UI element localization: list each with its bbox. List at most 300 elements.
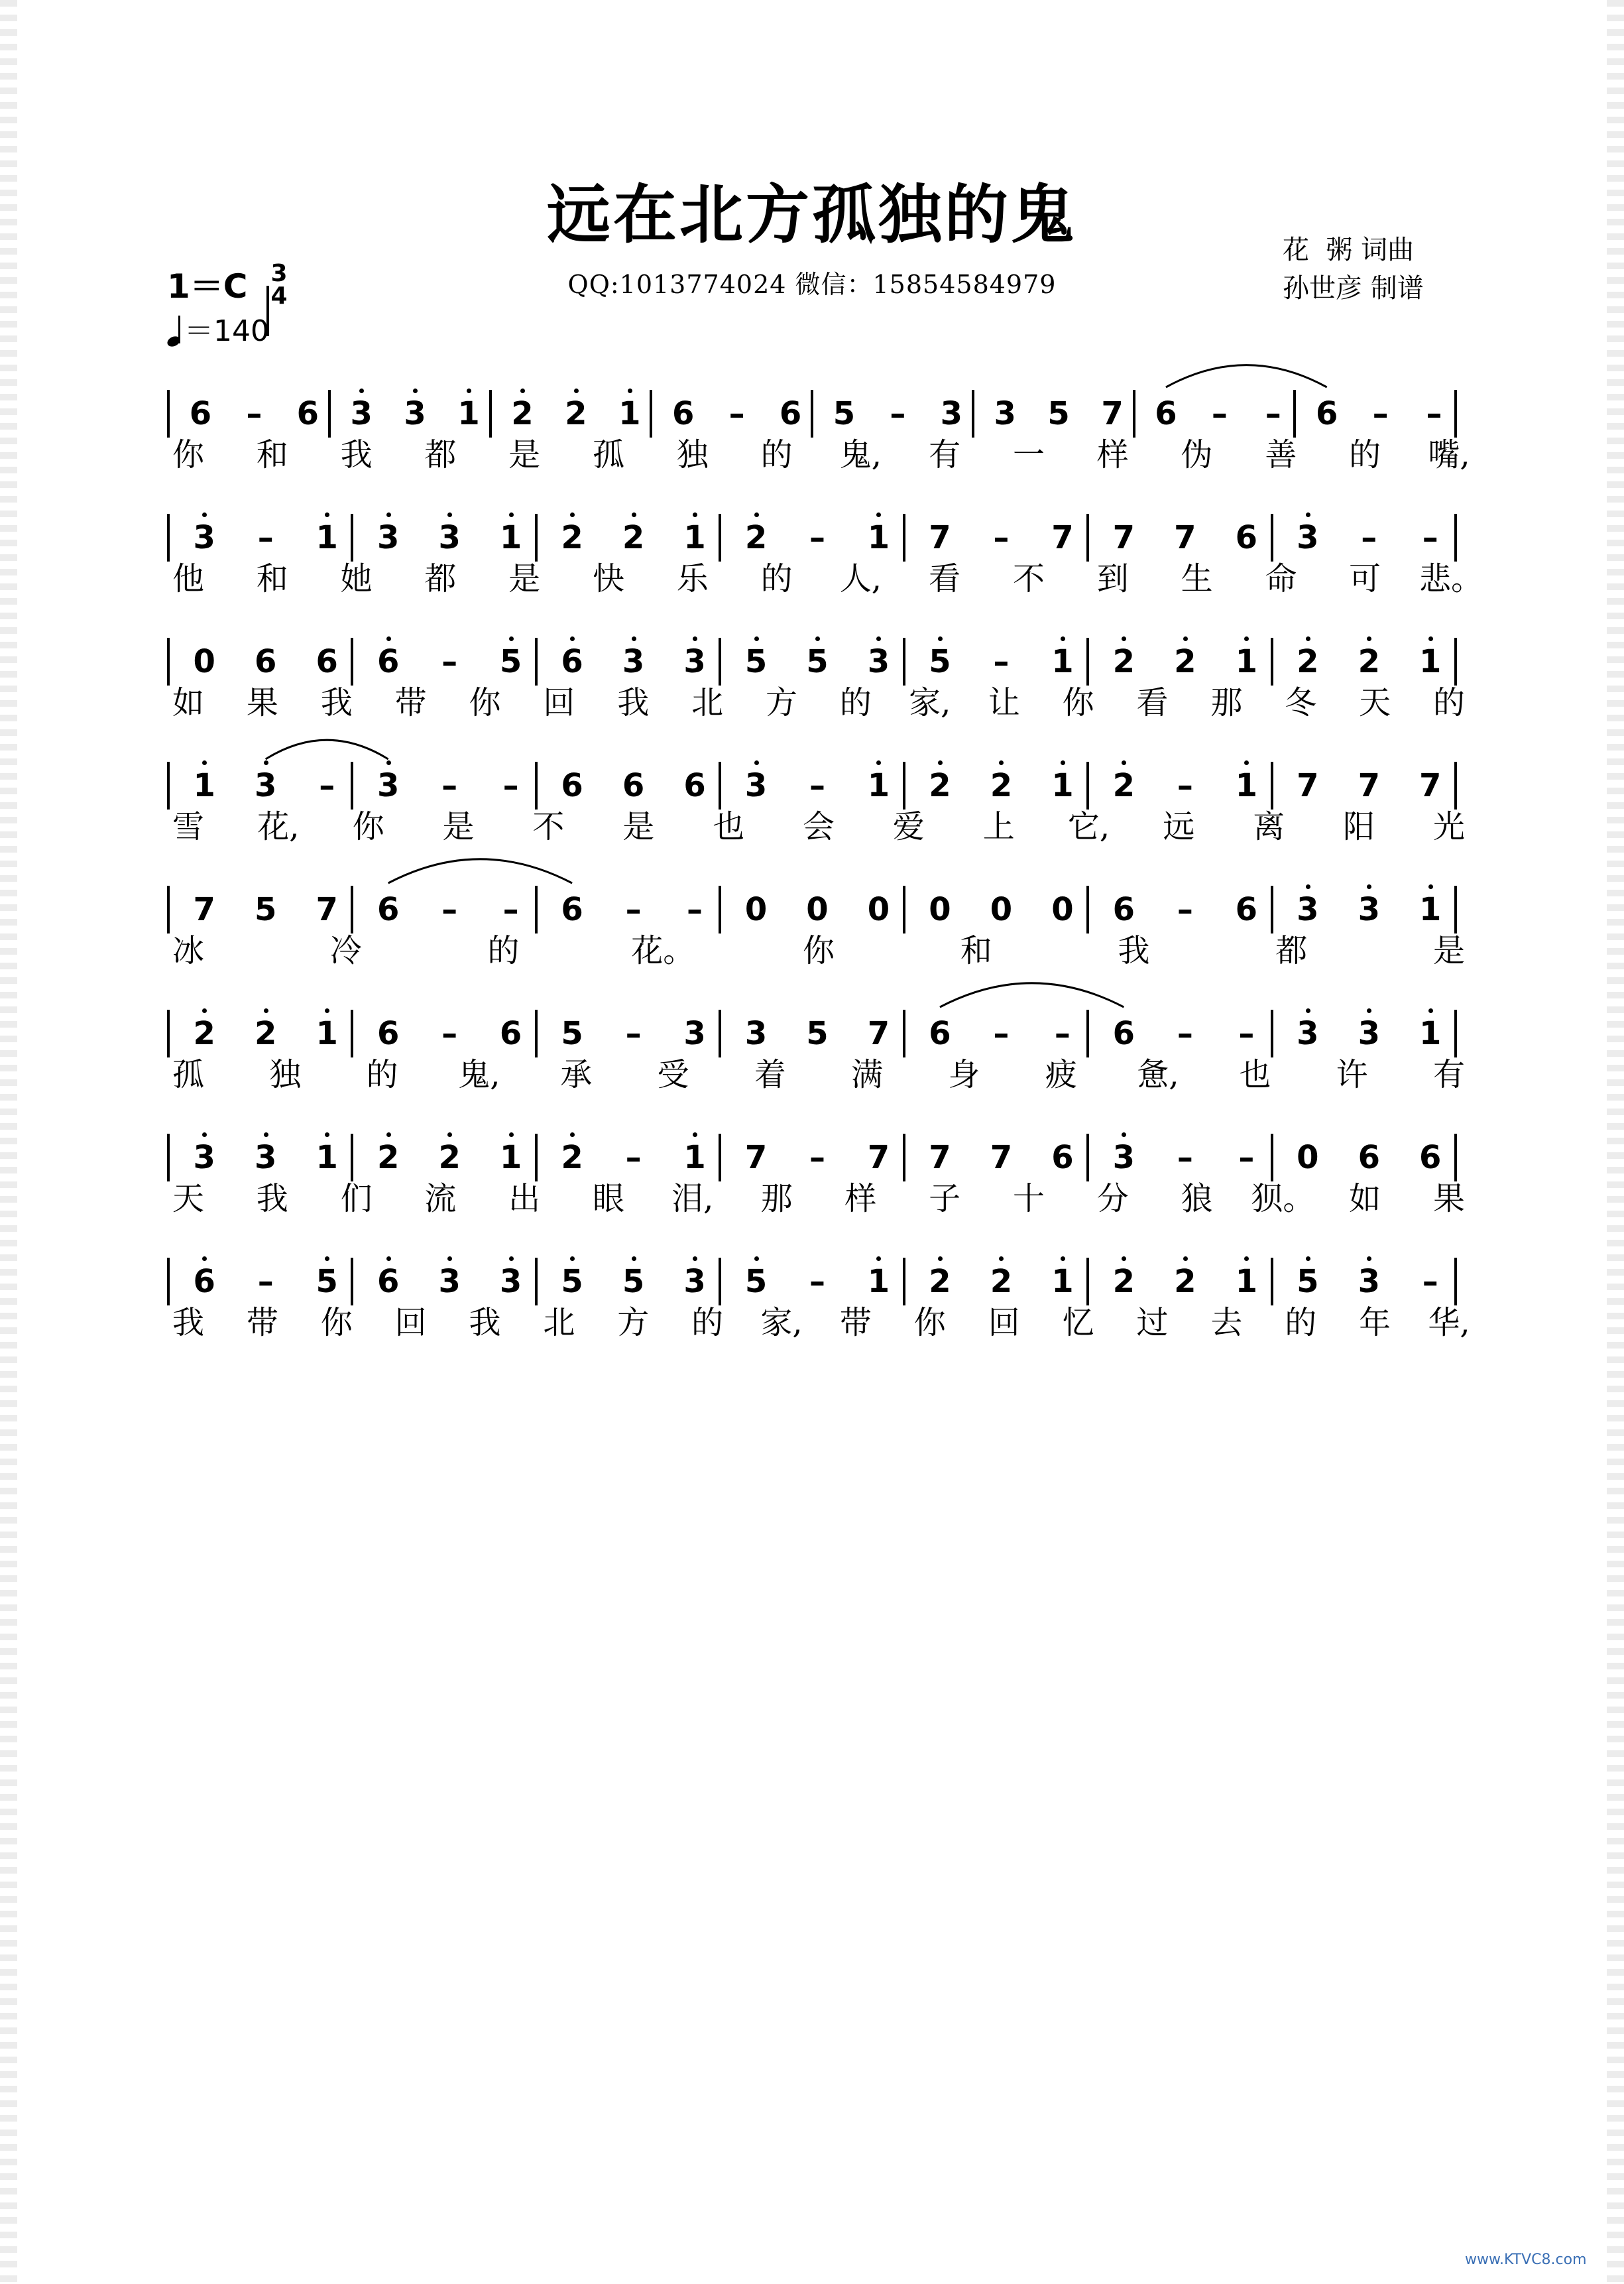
octave-dot: [693, 1256, 697, 1261]
note-label: 6: [377, 1015, 400, 1052]
lyric-syllable: 带: [246, 1304, 278, 1341]
note-label: 5: [499, 643, 522, 680]
lyric-syllable: 鬼,: [458, 1056, 500, 1093]
note: [430, 1139, 469, 1176]
note: [858, 1139, 898, 1176]
extension-dash: [430, 891, 469, 928]
note: [288, 395, 327, 432]
note-label: 5: [1297, 1263, 1319, 1300]
tie-arc: [940, 983, 1124, 1007]
note: [1411, 643, 1450, 680]
note: [797, 1015, 837, 1052]
barline: [903, 762, 905, 810]
lyric-syllable: 让: [988, 684, 1020, 721]
note: [1288, 891, 1328, 928]
note-label: 6: [561, 643, 583, 680]
lyric-syllable: 是: [1432, 932, 1465, 969]
barline: [650, 390, 652, 438]
note: [985, 395, 1025, 432]
note: [981, 1139, 1021, 1176]
lyric-syllable: 可: [1349, 560, 1381, 597]
note-label: –: [687, 891, 703, 928]
note: [610, 395, 650, 432]
note: [1288, 519, 1328, 556]
note-label: 2: [1174, 1263, 1196, 1300]
note: [552, 1015, 592, 1052]
octave-dot: [754, 636, 759, 641]
lyric-syllable: 带: [394, 684, 427, 721]
note-label: –: [257, 519, 274, 556]
note: [184, 1139, 224, 1176]
note: [552, 1263, 592, 1300]
note: [430, 519, 469, 556]
lyric-syllable: 子: [929, 1180, 961, 1217]
note-label: 7: [193, 891, 215, 928]
note-label: 6: [1235, 891, 1258, 928]
note-label: 6: [1316, 395, 1338, 432]
lyric-syllable: 华,: [1428, 1304, 1470, 1341]
barline: [903, 886, 905, 933]
lyric-syllable: 狈。: [1251, 1180, 1315, 1217]
lyric-syllable: 也: [1239, 1056, 1271, 1093]
extension-dash: [430, 643, 469, 680]
note: [552, 519, 592, 556]
note: [736, 1015, 776, 1052]
note-label: 7: [1112, 519, 1135, 556]
note: [1226, 767, 1266, 804]
barline: [1271, 1010, 1273, 1057]
lyric-syllable: 会: [802, 808, 835, 845]
note: [502, 395, 542, 432]
note: [771, 395, 811, 432]
octave-dot: [693, 512, 697, 517]
note: [369, 1263, 408, 1300]
barline: [167, 1010, 170, 1057]
extension-dash: [430, 1015, 469, 1052]
note-label: –: [1238, 1139, 1255, 1176]
lyric-syllable: 十: [1012, 1180, 1045, 1217]
note-label: 3: [438, 1263, 461, 1300]
note-label: 3: [1297, 891, 1319, 928]
lyric-syllable: 惫,: [1137, 1056, 1179, 1093]
note: [307, 1263, 347, 1300]
lyric-syllable: 满: [851, 1056, 884, 1093]
extension-dash: [878, 395, 917, 432]
lyric-syllable: 你: [352, 808, 384, 845]
note-label: 1: [1419, 891, 1442, 928]
extension-dash: [1415, 395, 1454, 432]
octave-dot: [693, 636, 697, 641]
note: [369, 891, 408, 928]
note-label: 6: [193, 1263, 215, 1300]
note-label: 7: [929, 519, 951, 556]
octave-dot: [628, 389, 632, 393]
extension-dash: [614, 891, 654, 928]
lyric-syllable: 回: [394, 1304, 427, 1341]
lyric-syllable: 是: [508, 560, 541, 597]
note-label: 3: [994, 395, 1016, 432]
note-label: –: [1372, 395, 1389, 432]
note-label: 7: [316, 891, 338, 928]
note-label: –: [319, 767, 335, 804]
octave-dot: [938, 1256, 943, 1261]
note-label: 3: [404, 395, 426, 432]
lyric-syllable: 如: [1349, 1180, 1381, 1217]
note-label: 5: [929, 643, 951, 680]
note-label: 7: [744, 1139, 768, 1176]
barline: [535, 1258, 538, 1305]
note-label: –: [1238, 1015, 1255, 1052]
barline: [1086, 1010, 1089, 1057]
extension-dash: [1411, 1263, 1450, 1300]
note-label: 1: [193, 767, 215, 804]
note-label: 6: [779, 395, 802, 432]
octave-dot: [386, 512, 391, 517]
note-label: 3: [867, 643, 890, 680]
lyric-syllable: 天: [172, 1180, 204, 1217]
barline: [1271, 1134, 1273, 1181]
lyric-syllable: 天: [1359, 684, 1391, 721]
note-label: 3: [744, 767, 768, 804]
extension-dash: [1165, 1015, 1205, 1052]
lyric-syllable: 北: [691, 684, 724, 721]
note-label: –: [1177, 1139, 1193, 1176]
lyric-syllable: 一: [1012, 436, 1045, 473]
lyric-syllable: 我: [1118, 932, 1150, 969]
note: [369, 519, 408, 556]
lyric-syllable: 如: [172, 684, 204, 721]
barline: [535, 762, 538, 810]
note: [920, 1015, 960, 1052]
note-label: –: [890, 395, 906, 432]
note-label: 7: [867, 1139, 890, 1176]
lyric-syllable: 疲: [1045, 1056, 1077, 1093]
note-label: –: [441, 643, 458, 680]
lyric-syllable: 的: [760, 436, 793, 473]
note-label: 0: [1051, 891, 1074, 928]
extension-dash: [246, 1263, 286, 1300]
lyric-syllable: 家,: [909, 684, 951, 721]
octave-dot: [1306, 512, 1310, 517]
barline: [1086, 638, 1089, 686]
octave-dot: [1061, 636, 1065, 641]
lyric-syllable: 命: [1265, 560, 1297, 597]
note: [491, 519, 531, 556]
note-label: 6: [296, 395, 319, 432]
note-label: 6: [1358, 1139, 1380, 1176]
note-label: 6: [377, 643, 400, 680]
barline: [1271, 638, 1273, 686]
lyric-syllable: 眼: [592, 1180, 624, 1217]
barline: [972, 390, 974, 438]
extension-dash: [614, 1015, 654, 1052]
note-label: 3: [1112, 1139, 1135, 1176]
note-label: 6: [255, 643, 277, 680]
octave-dot: [754, 512, 759, 517]
extension-dash: [981, 1015, 1021, 1052]
note: [184, 643, 224, 680]
note: [1349, 1263, 1389, 1300]
note-label: 3: [377, 767, 400, 804]
lyric-syllable: 那: [760, 1180, 793, 1217]
note: [449, 395, 489, 432]
note: [736, 643, 776, 680]
lyric-syllable: 冰: [172, 932, 204, 969]
extension-dash: [1253, 395, 1293, 432]
note-label: 3: [193, 519, 215, 556]
note-label: –: [1211, 395, 1228, 432]
barline: [1454, 1258, 1457, 1305]
note-label: –: [1422, 519, 1438, 556]
barline: [535, 514, 538, 562]
note: [736, 1263, 776, 1300]
note-label: 1: [1051, 1263, 1074, 1300]
note-label: 1: [1235, 767, 1258, 804]
lyric-syllable: 的: [760, 560, 793, 597]
note: [614, 519, 654, 556]
note-label: 7: [1419, 767, 1442, 804]
lyric-syllable: 花,: [257, 808, 300, 845]
lyric-syllable: 是: [508, 436, 541, 473]
note-label: –: [502, 767, 519, 804]
tempo-value: ＝140: [184, 314, 269, 348]
note-label: 3: [744, 1015, 768, 1052]
note-label: –: [1177, 1015, 1193, 1052]
note-label: 6: [1112, 1015, 1135, 1052]
note: [931, 395, 971, 432]
barline: [1271, 514, 1273, 562]
lyric-syllable: 方: [617, 1304, 650, 1341]
lyric-syllable: 不: [532, 808, 565, 845]
lyric-syllable: 和: [256, 436, 288, 473]
lyric-syllable: 和: [960, 932, 992, 969]
extension-dash: [491, 891, 531, 928]
note: [180, 395, 220, 432]
note-label: 0: [1297, 1139, 1319, 1176]
note-label: 7: [1358, 767, 1380, 804]
barline: [535, 638, 538, 686]
barline: [1086, 762, 1089, 810]
note: [491, 1139, 531, 1176]
note: [981, 891, 1021, 928]
note-label: 7: [990, 1139, 1013, 1176]
barline: [1454, 638, 1457, 686]
octave-dot: [1306, 1008, 1310, 1013]
extension-dash: [1349, 519, 1389, 556]
note: [491, 1015, 531, 1052]
note: [824, 395, 864, 432]
note-label: –: [246, 395, 262, 432]
note-label: 1: [1419, 1015, 1442, 1052]
note: [675, 1015, 715, 1052]
barline: [903, 638, 905, 686]
note-label: 5: [744, 1263, 768, 1300]
octave-dot: [509, 636, 514, 641]
barline: [903, 1134, 905, 1181]
note-label: 2: [438, 1139, 461, 1176]
lyric-syllable: 她: [340, 560, 373, 597]
lyric-syllable: 独: [676, 436, 709, 473]
note: [184, 519, 224, 556]
note: [858, 1263, 898, 1300]
extension-dash: [717, 395, 757, 432]
lyric-syllable: 你: [320, 1304, 353, 1341]
note-label: 5: [1047, 395, 1070, 432]
note: [1288, 767, 1328, 804]
barline: [719, 1258, 721, 1305]
note: [1146, 395, 1186, 432]
note-label: 3: [1297, 1015, 1319, 1052]
note-label: –: [809, 1263, 825, 1300]
lyric-syllable: 的: [839, 684, 872, 721]
lyric-syllable: 你: [172, 436, 204, 473]
extension-dash: [1043, 1015, 1082, 1052]
note-label: 6: [672, 395, 695, 432]
octave-dot: [386, 760, 391, 765]
octave-dot: [754, 760, 759, 765]
note-label: 6: [622, 767, 645, 804]
note: [1226, 519, 1266, 556]
lyric-syllable: 生: [1181, 560, 1213, 597]
lyric-syllable: 他: [172, 560, 204, 597]
note-label: 5: [561, 1263, 583, 1300]
note: [1349, 767, 1389, 804]
extension-dash: [675, 891, 715, 928]
note: [1043, 643, 1082, 680]
lyric-syllable: 年: [1359, 1304, 1391, 1341]
note-label: 3: [1297, 519, 1319, 556]
barline: [1454, 886, 1457, 933]
note-label: –: [441, 1015, 458, 1052]
tie-arc: [1166, 365, 1327, 387]
lyric-syllable: 样: [844, 1180, 877, 1217]
note: [858, 643, 898, 680]
note: [797, 891, 837, 928]
note-label: 1: [867, 1263, 890, 1300]
note-label: 0: [929, 891, 951, 928]
barline: [1086, 1134, 1089, 1181]
note: [1288, 1263, 1328, 1300]
octave-dot: [754, 1256, 759, 1261]
octave-dot: [1061, 760, 1065, 765]
note: [920, 1139, 960, 1176]
note: [552, 643, 592, 680]
note-label: 1: [316, 1139, 338, 1176]
note: [614, 643, 654, 680]
note-label: 6: [683, 767, 706, 804]
note-label: 3: [377, 519, 400, 556]
note-label: 0: [990, 891, 1013, 928]
arranger: 孙世彦 制谱: [1283, 273, 1424, 304]
note-label: 3: [622, 643, 645, 680]
barline: [811, 390, 813, 438]
note-label: 2: [929, 767, 951, 804]
note: [369, 1015, 408, 1052]
note-label: 6: [1112, 891, 1135, 928]
note-label: 1: [867, 767, 890, 804]
lyric-syllable: 是: [442, 808, 475, 845]
note-label: 1: [683, 519, 706, 556]
note-label: 2: [377, 1139, 400, 1176]
octave-dot: [264, 760, 268, 765]
lyric-syllable: 看: [1136, 684, 1169, 721]
note-label: 6: [316, 643, 338, 680]
note: [1043, 767, 1082, 804]
note: [614, 767, 654, 804]
note: [1104, 891, 1143, 928]
barline: [1293, 390, 1296, 438]
note-label: –: [993, 1015, 1010, 1052]
octave-dot: [1428, 884, 1433, 889]
note-label: 5: [833, 395, 856, 432]
lyric-syllable: 离: [1253, 808, 1285, 845]
note-label: –: [1177, 767, 1193, 804]
note: [1349, 891, 1389, 928]
octave-dot: [386, 1256, 391, 1261]
note-label: 3: [1358, 1263, 1380, 1300]
barline: [351, 1010, 353, 1057]
note-label: 3: [940, 395, 962, 432]
note: [1043, 1263, 1082, 1300]
note-label: 0: [867, 891, 890, 928]
note-label: 6: [561, 767, 583, 804]
lyric-syllable: 出: [508, 1180, 541, 1217]
note-label: 7: [1101, 395, 1124, 432]
note: [1104, 519, 1143, 556]
lyric-syllable: 北: [543, 1304, 575, 1341]
note-label: –: [809, 1139, 825, 1176]
note: [369, 643, 408, 680]
note-label: –: [625, 891, 642, 928]
barline: [167, 1134, 170, 1181]
note-label: 1: [1235, 1263, 1258, 1300]
lyric-syllable: 有: [929, 436, 961, 473]
note-label: 6: [189, 395, 212, 432]
note: [491, 1263, 531, 1300]
note-label: 2: [1174, 643, 1196, 680]
note-label: 2: [1112, 1263, 1135, 1300]
note: [1288, 1139, 1328, 1176]
lyric-syllable: 是: [622, 808, 655, 845]
note: [246, 643, 286, 680]
note: [184, 891, 224, 928]
extension-dash: [430, 767, 469, 804]
lyric-syllable: 孤: [592, 436, 624, 473]
watermark: www.KTVC8.com: [1465, 2252, 1587, 2268]
note-label: –: [502, 891, 519, 928]
octave-dot: [938, 760, 943, 765]
note-label: 6: [1155, 395, 1177, 432]
note-label: 6: [561, 891, 583, 928]
note-label: 7: [867, 1015, 890, 1052]
note: [664, 395, 703, 432]
note: [184, 1263, 224, 1300]
note: [1411, 767, 1450, 804]
note-label: 6: [929, 1015, 951, 1052]
barline: [719, 886, 721, 933]
note: [1226, 1263, 1266, 1300]
octave-dot: [1306, 884, 1310, 889]
lyric-syllable: 孤: [172, 1056, 204, 1093]
barline: [1086, 886, 1089, 933]
extension-dash: [1226, 1139, 1266, 1176]
extension-dash: [1411, 519, 1450, 556]
note-label: 0: [806, 891, 829, 928]
note-label: –: [1265, 395, 1281, 432]
note-label: –: [1422, 1263, 1438, 1300]
barline: [351, 1134, 353, 1181]
note-label: 2: [193, 1015, 215, 1052]
